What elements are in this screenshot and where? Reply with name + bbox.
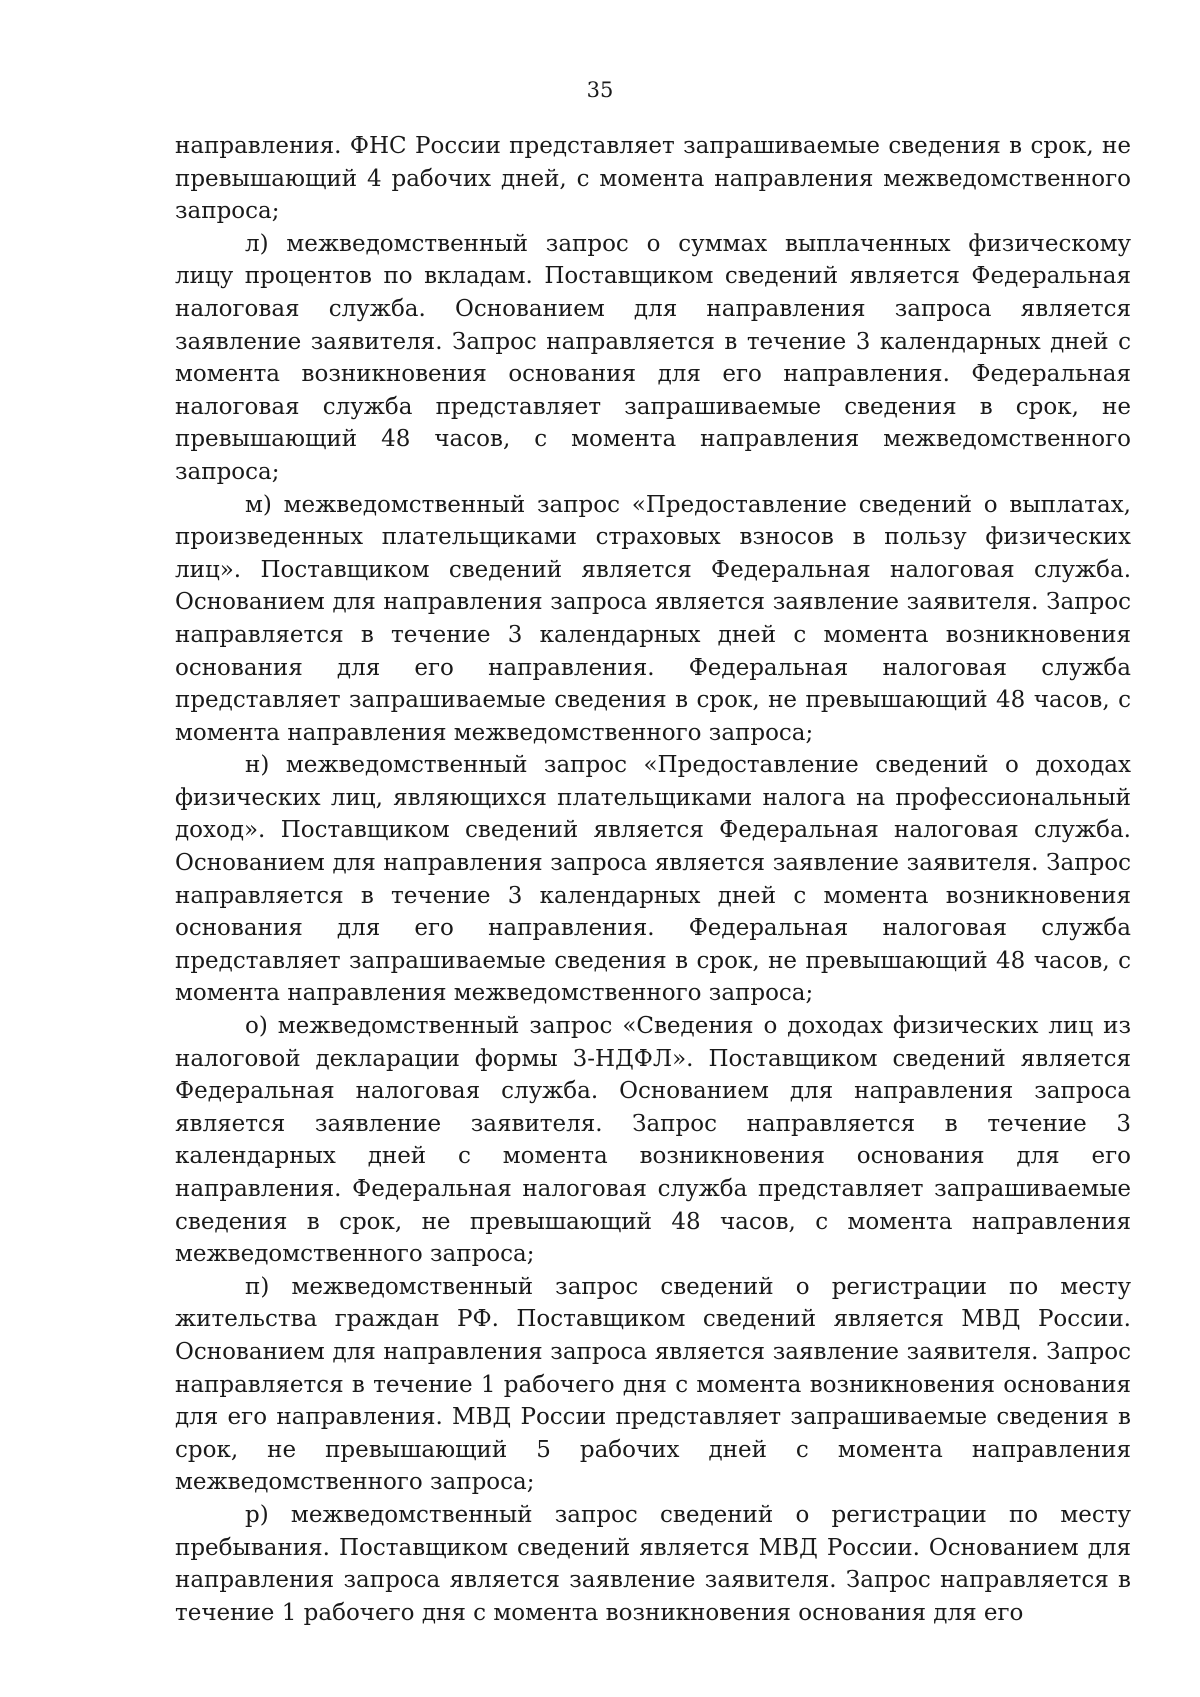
paragraph-item-l: л) межведомственный запрос о суммах выплаченных физическому лицу процентов по вкладам. Поставщиком сведений является Федеральная налоговая служба. Основанием для направления запроса является заявление заявителя. Запрос направляется в течение 3 календарных дней с момента возникновения основания для его направления. Федеральная налоговая служба представляет запрашиваемые сведения в срок, не превышающий 48 часов, с момента направления межведомственного запроса; bbox=[175, 230, 1131, 485]
paragraph-item-m: м) межведомственный запрос «Предоставление сведений о выплатах, произведенных плательщиками страховых взносов в пользу физических лиц». Поставщиком сведений является Федеральная налоговая служба. Основанием для направления запроса является заявление заявителя. Запрос направляется в течение 3 календарных дней с момента возникновения основания для его направления. Федеральная налоговая служба представляет запрашиваемые сведения в срок, не превышающий 48 часов, с момента направления межведомственного запроса; bbox=[175, 491, 1131, 746]
paragraph-continuation: направления. ФНС России представляет запрашиваемые сведения в срок, не превышающий 4 рабочих дней, с момента направления межведомственного запроса; bbox=[175, 133, 1131, 225]
paragraph-item-n: н) межведомственный запрос «Предоставление сведений о доходах физических лиц, являющихся плательщиками налога на профессиональный доход». Поставщиком сведений является Федеральная налоговая служба. Основанием для направления запроса является заявление заявителя. Запрос направляется в течение 3 календарных дней с момента возникновения основания для его направления. Федеральная налоговая служба представляет запрашиваемые сведения в срок, не превышающий 48 часов, с момента направления межведомственного запроса; bbox=[175, 752, 1131, 1007]
paragraph-item-r: р) межведомственный запрос сведений о регистрации по месту пребывания. Поставщиком сведений является МВД России. Основанием для направления запроса является заявление заявителя. Запрос направляется в течение 1 рабочего дня с момента возникновения основания для его bbox=[175, 1501, 1131, 1626]
page-number: 35 bbox=[586, 78, 614, 102]
paragraph-item-o: о) межведомственный запрос «Сведения о доходах физических лиц из налоговой декларации формы 3-НДФЛ». Поставщиком сведений является Федеральная налоговая служба. Основанием для направления запроса является заявление заявителя. Запрос направляется в течение 3 календарных дней с момента возникновения основания для его направления. Федеральная налоговая служба представляет запрашиваемые сведения в срок, не превышающий 48 часов, с момента направления межведомственного запроса; bbox=[175, 1013, 1131, 1268]
paragraph-item-p: п) межведомственный запрос сведений о регистрации по месту жительства граждан РФ. Поставщиком сведений является МВД России. Основанием для направления запроса является заявление заявителя. Запрос направляется в течение 1 рабочего дня с момента возникновения основания для его направления. МВД России представляет запрашиваемые сведения в срок, не превышающий 5 рабочих дней с момента направления межведомственного запроса; bbox=[175, 1273, 1131, 1496]
document-body bbox=[175, 130, 1131, 1629]
